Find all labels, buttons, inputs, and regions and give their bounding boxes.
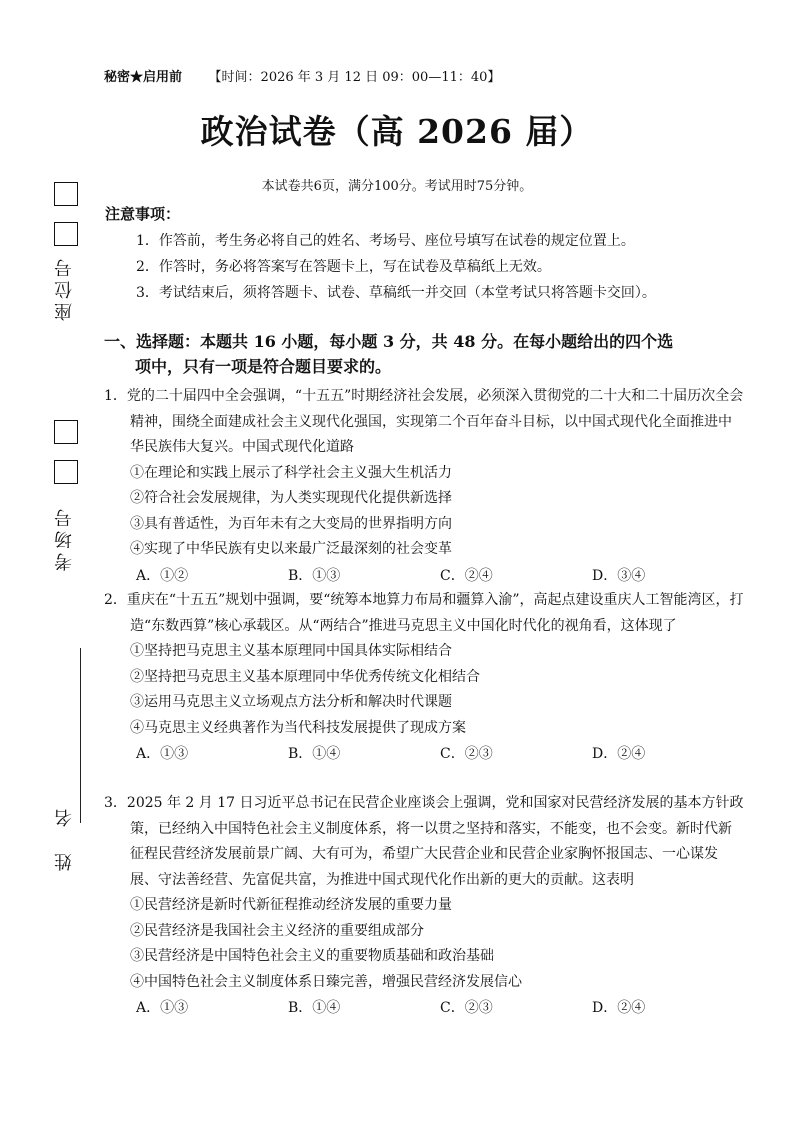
- choice-a: A．①②: [136, 567, 189, 584]
- statement-option: ②民营经济是我国社会主义经济的重要组成部分: [130, 922, 424, 939]
- choice-b: B．①③: [288, 567, 341, 584]
- choice-d: D．②④: [592, 746, 646, 762]
- statement-option: ④中国特色社会主义制度体系日臻完善，增强民营经济发展信心: [130, 973, 522, 990]
- notice-heading: 注意事项：: [105, 205, 181, 223]
- question-1: [104, 384, 744, 589]
- statement-option: ④实现了中华民族有史以来最广泛最深刻的社会变革: [130, 541, 452, 557]
- notice-item: 1．作答前，考生务必将自己的姓名、考场号、座位号填写在试卷的规定位置上。: [136, 233, 635, 249]
- page-title: 政治试卷（高 2026 届）: [200, 112, 594, 151]
- section-heading: [104, 329, 744, 379]
- question-2: [104, 588, 744, 768]
- choice-a: A．①③: [136, 746, 189, 762]
- statement-option: ②符合社会发展规律，为人类实现现代化提供新选择: [130, 490, 452, 506]
- choice-b: B．①④: [288, 1000, 341, 1016]
- answer-choices: [104, 742, 744, 768]
- name-label: 姓 名: [54, 805, 75, 871]
- statement-option: ①坚持把马克思主义基本原理同中国具体实际相结合: [130, 643, 452, 659]
- exam-info: 本试卷共6页，满分100分。考试用时75分钟。: [261, 179, 533, 194]
- choice-d: D．③④: [592, 567, 646, 584]
- section-heading-line: 项中，只有一项是符合题目要求的。: [135, 357, 392, 376]
- notice-item: 2．作答时，务必将答案写在答题卡上，写在试卷及草稿纸上无效。: [136, 259, 551, 275]
- choice-c: C．②③: [440, 746, 493, 762]
- statement-option: ③具有普适性，为百年未有之大变局的世界指明方向: [130, 515, 452, 532]
- statement-option: ②坚持把马克思主义基本原理同中华优秀传统文化相结合: [130, 668, 480, 685]
- room-number-label: 考场号: [54, 505, 75, 571]
- question-3: [104, 791, 744, 1022]
- question-stem: 1．党的二十届四中全会强调，“十五五”时期经济社会发展，必须深入贯彻党的二十大和二十届历次全会精神，围绕全面建成社会主义现代化强国，实现第二个百年奋斗目标，以中国式现代化全面推进中华民族伟大复兴。中国式现代化道路: [104, 388, 744, 455]
- header-line: [104, 66, 500, 85]
- choice-c: C．②③: [440, 1000, 493, 1016]
- name-underline: [80, 648, 81, 823]
- exam-time: 【时间：2026 年 3 月 12 日 09：00—11：40】: [208, 70, 501, 85]
- choice-c: C．②④: [440, 567, 493, 584]
- seat-box-2: [54, 222, 78, 246]
- choice-d: D．②④: [592, 1000, 646, 1016]
- room-box-1: [54, 420, 78, 444]
- confidential-mark: 秘密★启用前: [104, 70, 183, 85]
- choice-b: B．①④: [288, 746, 341, 762]
- section-heading-line: 一、选择题：本题共 16 小题，每小题 3 分，共 48 分。在每小题给出的四个选: [104, 332, 674, 351]
- statement-option: ①在理论和实践上展示了科学社会主义强大生机活力: [130, 464, 452, 481]
- statement-option: ①民营经济是新时代新征程推动经济发展的重要力量: [130, 897, 452, 913]
- seat-number-label: 座位号: [54, 255, 75, 321]
- question-stem: 3．2025 年 2 月 17 日习近平总书记在民营企业座谈会上强调，党和国家对民营经济发展的基本方针政策，已经纳入中国特色社会主义制度体系，将一以贯之坚持和落实，不能变，也不会变。新时代新征程民营经济发展前景广阔、大有可为，希望广大民营企业和民营企业家胸怀报国志、一心谋发展、守法善经营、先富促共富，为推进中国式现代化作出新的更大的贡献。这表明: [104, 795, 744, 888]
- room-box-2: [54, 460, 78, 484]
- choice-a: A．①③: [136, 1000, 189, 1016]
- statement-option: ③民营经济是中国特色社会主义的重要物质基础和政治基础: [130, 948, 494, 964]
- statement-option: ③运用马克思主义立场观点方法分析和解决时代课题: [130, 694, 452, 710]
- statement-option: ④马克思主义经典著作为当代科技发展提供了现成方案: [130, 719, 466, 736]
- answer-choices: [104, 996, 744, 1022]
- notice-item: 3．考试结束后，须将答题卡、试卷、草稿纸一并交回（本堂考试只将答题卡交回）。: [136, 285, 656, 301]
- question-stem: 2．重庆在“十五五”规划中强调，要“统筹本地算力布局和疆算入渝”，高起点建设重庆人工智能湾区，打造“东数西算”核心承载区。从“两结合”推进马克思主义中国化时代化的视角看，这体现了: [104, 592, 744, 634]
- answer-choices: [104, 564, 744, 590]
